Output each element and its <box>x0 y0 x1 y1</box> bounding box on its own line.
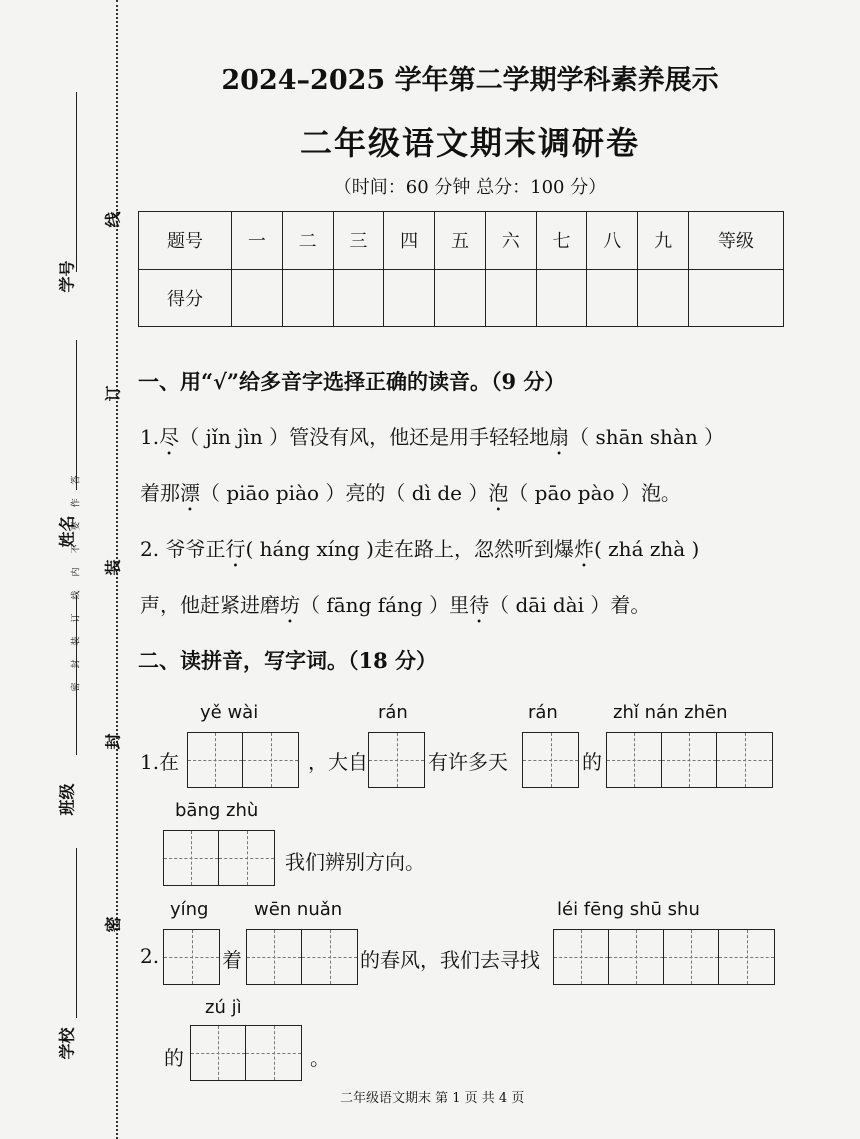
answer-grid-ran-1[interactable] <box>368 732 425 788</box>
seal-char-line: 线 <box>103 211 123 228</box>
score-cell[interactable] <box>282 269 333 327</box>
polyphone-char: 坊 <box>280 593 300 617</box>
exam-title-line2: 二年级语文期末调研卷 <box>299 124 640 162</box>
score-cell[interactable] <box>232 269 283 327</box>
polyphone-char: 扇 <box>549 425 570 449</box>
polyphone-char: 待 <box>469 593 490 617</box>
student-id-label: 学号 <box>57 260 77 293</box>
page-footer: 二年级语文期末 第 1 页 共 4 页 <box>340 1091 525 1106</box>
score-cell[interactable] <box>333 269 384 327</box>
exam-time-score: （时间：60 分钟 总分：100 分） <box>333 177 607 198</box>
name-label: 姓名 <box>57 515 77 548</box>
score-cell[interactable] <box>485 269 536 327</box>
pinyin-label: rán <box>528 702 558 723</box>
text: 声，他赶紧进磨 <box>140 593 280 617</box>
section1-q2-line1 <box>140 533 699 572</box>
table-cell: 等级 <box>689 212 784 270</box>
text: 1.在 <box>140 750 180 774</box>
score-table-header-row <box>139 212 784 270</box>
table-cell: 得分 <box>139 269 232 327</box>
pinyin-choice[interactable]: （ pāo pào ） <box>508 481 641 505</box>
pinyin-label: bāng zhù <box>175 800 259 821</box>
answer-grid-bang-zhu[interactable] <box>163 830 275 886</box>
text: ，大自 <box>308 750 368 774</box>
text: 泡。 <box>640 481 681 505</box>
seal-char-bind: 装 <box>103 559 123 576</box>
text: 着。 <box>610 593 651 617</box>
section1-q1-line2 <box>140 477 681 516</box>
pinyin-choice[interactable]: （ piāo piào ） <box>200 481 346 505</box>
answer-grid-ran-2[interactable] <box>522 732 579 788</box>
pinyin-choice[interactable]: （ dāi dài ） <box>489 593 611 617</box>
pinyin-label: yě wài <box>200 702 259 723</box>
pinyin-choice[interactable]: （ shān shàn ） <box>569 425 725 449</box>
exam-title-line1: 2024–2025 学年第二学期学科素养展示 <box>221 65 719 96</box>
table-cell: 题号 <box>139 212 232 270</box>
text: 1. <box>140 425 160 449</box>
pinyin-label: léi fēng shū shu <box>557 899 700 920</box>
table-cell: 三 <box>333 212 384 270</box>
school-line <box>76 848 77 1018</box>
pinyin-choice[interactable]: （ fāng fáng ） <box>300 593 450 617</box>
score-cell[interactable] <box>435 269 486 327</box>
table-cell: 八 <box>587 212 638 270</box>
text: 。 <box>310 1046 330 1070</box>
pinyin-label: zhǐ nán zhēn <box>613 702 728 723</box>
text: 2. <box>140 944 160 968</box>
score-table <box>138 211 784 327</box>
text: 的春风，我们去寻找 <box>360 948 540 972</box>
text: 管没有风，他还是用手轻轻地 <box>289 425 550 449</box>
section2-heading: 二、读拼音，写字词。（18 分） <box>138 648 438 673</box>
text: 我们辨别方向。 <box>285 850 425 874</box>
section1-q2-line2 <box>140 589 650 628</box>
text: 着 <box>222 948 242 972</box>
answer-grid-wen-nuan[interactable] <box>246 929 358 985</box>
pinyin-label: wēn nuǎn <box>254 899 343 920</box>
score-cell[interactable] <box>689 269 784 327</box>
pinyin-choice[interactable]: （ jǐn jìn ） <box>179 425 290 449</box>
section1-heading: 一、用“√”给多音字选择正确的读音。（9 分） <box>138 369 566 394</box>
seal-char-secret: 密 <box>103 916 123 933</box>
text: 的 <box>582 750 602 774</box>
answer-grid-ye-wai[interactable] <box>187 732 299 788</box>
pinyin-choice[interactable]: ( zhá zhà ) <box>593 537 700 561</box>
score-cell[interactable] <box>587 269 638 327</box>
answer-grid-ying[interactable] <box>163 929 220 985</box>
text: 走在路上，忽然听到爆 <box>373 537 574 561</box>
answer-grid-lei-feng-shu-shu[interactable] <box>553 929 775 985</box>
section1-q1-line1 <box>140 421 724 460</box>
score-cell[interactable] <box>384 269 435 327</box>
answer-grid-zhi-nan-zhen[interactable] <box>606 732 773 788</box>
text: 有许多天 <box>428 750 508 774</box>
student-id-line <box>76 92 77 272</box>
pinyin-label: zú jì <box>205 997 242 1018</box>
seal-warning: 密封装订线内不要作答 <box>71 461 82 692</box>
polyphone-char: 泡 <box>488 481 509 505</box>
polyphone-char: 行 <box>225 537 246 561</box>
polyphone-char: 尽 <box>159 425 180 449</box>
pinyin-label: rán <box>378 702 408 723</box>
table-cell: 四 <box>384 212 435 270</box>
class-label: 班级 <box>57 783 77 816</box>
text: 亮的 <box>345 481 386 505</box>
answer-grid-zu-ji[interactable] <box>190 1025 302 1081</box>
table-cell: 一 <box>232 212 283 270</box>
text: 的 <box>164 1046 184 1070</box>
score-cell[interactable] <box>536 269 587 327</box>
table-cell: 六 <box>485 212 536 270</box>
text: 2. 爷爷正 <box>140 537 226 561</box>
pinyin-choice[interactable]: （ dì de ） <box>385 481 489 505</box>
score-cell[interactable] <box>638 269 689 327</box>
table-cell: 九 <box>638 212 689 270</box>
school-label: 学校 <box>57 1027 77 1060</box>
table-cell: 五 <box>435 212 486 270</box>
pinyin-label: yíng <box>170 899 209 920</box>
polyphone-char: 漂 <box>180 481 200 505</box>
table-cell: 二 <box>282 212 333 270</box>
polyphone-char: 炸 <box>573 537 594 561</box>
text: 里 <box>449 593 470 617</box>
pinyin-choice[interactable]: ( háng xíng ) <box>245 537 374 561</box>
table-cell: 七 <box>536 212 587 270</box>
text: 着那 <box>140 481 180 505</box>
score-table-score-row <box>139 269 784 327</box>
seal-char-order: 订 <box>103 385 123 402</box>
seal-char-seal: 封 <box>103 733 123 750</box>
